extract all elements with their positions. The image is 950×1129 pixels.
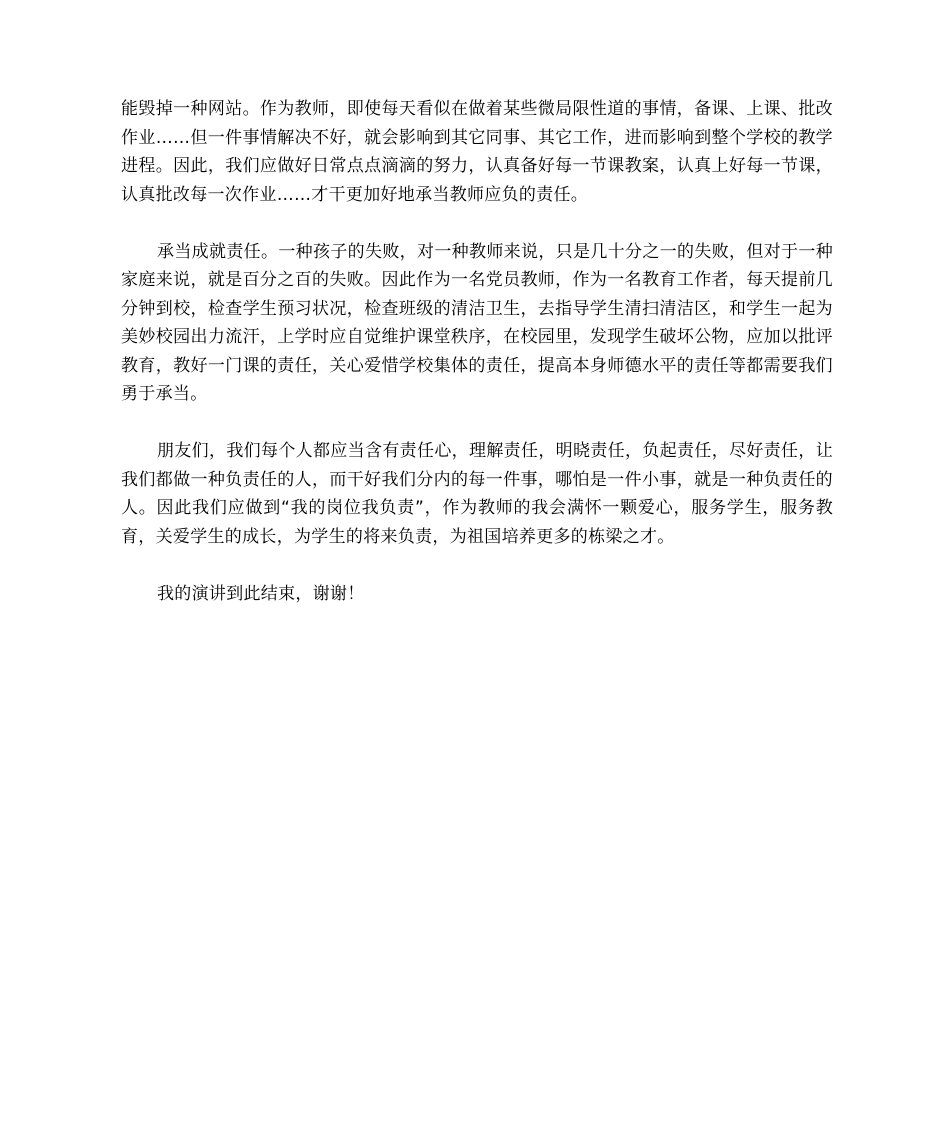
document-body [121, 95, 833, 637]
paragraph-2: 承当成就责任。一种孩子的失败，对一种教师来说，只是几十分之一的失败，但对于一种家庭来说，就是百分之百的失败。因此作为一名党员教师，作为一名教育工作者，每天提前几分钟到校，检查学生预习状况，检查班级的清洁卫生，去指导学生清扫清洁区，和学生一起为美妙校园出力流汗，上学时应自觉维护课堂秩序，在校园里，发现学生破坏公物，应加以批评教育，教好一门课的责任，关心爱惜学校集体的责任，提高本身师德水平的责任等都需要我们勇于承当。 [121, 241, 833, 404]
paragraph-3: 朋友们，我们每个人都应当含有责任心，理解责任，明晓责任，负起责任，尽好责任，让我们都做一种负责任的人，而干好我们分内的每一件事，哪怕是一件小事，就是一种负责任的人。因此我们应做到“我的岗位我负责”，作为教师的我会满怀一颗爱心，服务学生，服务教育，关爱学生的成长，为学生的将来负责，为祖国培养更多的栋梁之才。 [121, 441, 833, 547]
paragraph-4-closing: 我的演讲到此结束，谢谢！ [157, 583, 365, 604]
paragraph-1: 能毁掉一种网站。作为教师，即使每天看似在做着某些微局限性道的事情，备课、上课、批改作业……但一件事情解决不好，就会影响到其它同事、其它工作，进而影响到整个学校的教学进程。因此，我们应做好日常点点滴滴的努力，认真备好每一节课教案，认真上好每一节课，认真批改每一次作业……才干更加好地承当教师应负的责任。 [121, 99, 833, 205]
